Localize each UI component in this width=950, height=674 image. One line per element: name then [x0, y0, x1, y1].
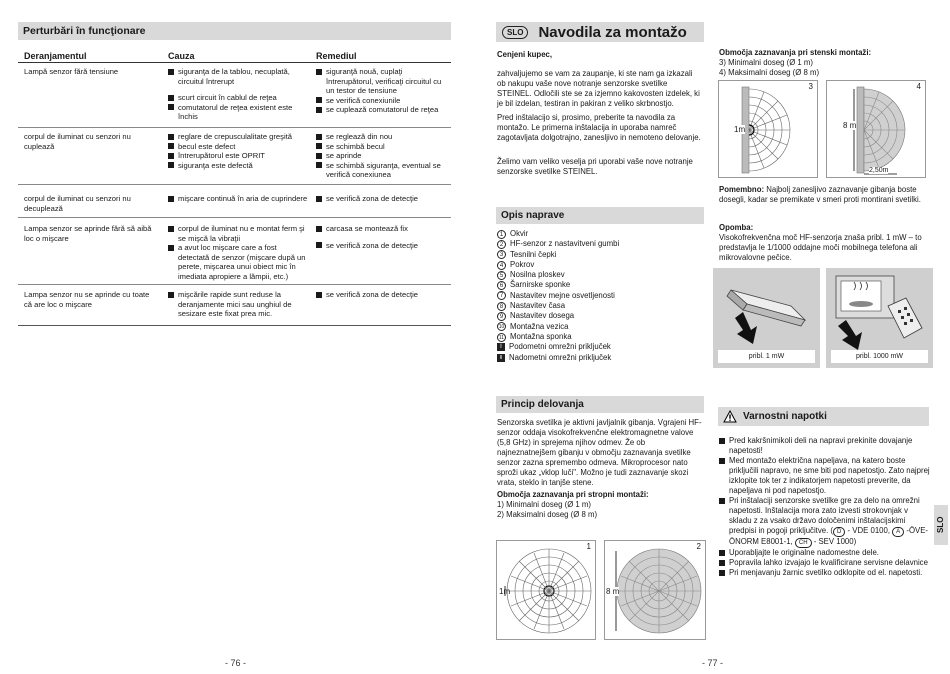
page-title-text: Navodila za montažo: [538, 23, 687, 41]
warning-icon: [723, 410, 737, 423]
wall-line-1: 3) Minimalni doseg (Ø 1 m): [719, 58, 814, 67]
list-item: 10 Montažna vezica: [498, 321, 569, 331]
col-header-cause: Cauza: [168, 51, 195, 61]
fault-cell-2: corpul de iluminat cu senzori nu cuplează: [24, 132, 131, 151]
list-item: I Podometni omrežni priključek: [497, 342, 707, 352]
figure-ceiling-max: [604, 540, 706, 640]
power-label-lamp: pribl. 1 mW: [718, 350, 815, 363]
list-item: a avut loc mişcare care a fost detectată de senzor (mişcare după un perete, mişcarea unui obiect mic în imediata apropiere a lămpii, etc.): [168, 243, 308, 281]
list-item: se reglează din nou: [316, 132, 451, 142]
figure-number: 4: [916, 82, 921, 91]
cause-cell-3: [168, 194, 308, 204]
dimension-label: 8 m: [843, 121, 857, 130]
list-item: 6 Šarnirske sponke: [497, 280, 707, 290]
section-title-parts: Opis naprave: [496, 207, 704, 224]
remedy-cell-1: [316, 67, 451, 115]
illustration-lamp: [713, 268, 820, 368]
row-rule: [18, 284, 451, 285]
radar-diagram-2: [605, 541, 707, 641]
list-item: comutatorul de reţea existent este închis: [168, 103, 308, 122]
list-item: 3 Tesnilni čepki: [497, 250, 707, 260]
norm-badge-ch: CH: [795, 538, 812, 548]
figure-wall-max: [826, 80, 926, 178]
principle-text: Senzorska svetilka je aktivni javljalnik gibanja. Vgrajeni HF-senzor oddaja visokofrekvenčne elektromagnetne valove (5,8 GHz) in sprejema njihov odmev. Že ob najneznatnejšem gibanju v območju zaznavanja svetilke senzor zazna spremembo odmeva. Mikroprocesor nato sproži ukaz „vklop luči". Možno je tudi zaznavanje skozi vrata, steklo in tanjše stene.: [497, 418, 702, 487]
page-number-right: - 77 -: [702, 658, 724, 668]
dimension-label: 1m: [734, 125, 746, 134]
list-item: scurt circuit în cablul de reţea: [168, 93, 308, 103]
dimension-label: 8 m: [606, 587, 620, 596]
list-item: II Nadometni omrežni priključek: [497, 353, 707, 363]
row-rule: [18, 127, 451, 128]
fault-cell-1: Lampă senzor fără tensiune: [24, 67, 119, 76]
figure-wall-min: [718, 80, 818, 178]
fault-cell-4: Lampa senzor se aprinde fără să aibă loc o mişcare: [24, 224, 152, 243]
cause-cell-5: [168, 290, 308, 319]
ceiling-line-1: 1) Minimalni doseg (Ø 1 m): [497, 500, 592, 509]
list-item: se cuplează comutatorul de reţea: [316, 105, 451, 115]
remedy-cell-3: [316, 194, 451, 204]
wall-line-2: 4) Maksimalni doseg (Ø 8 m): [719, 68, 820, 77]
figure-ceiling-min: [496, 540, 596, 640]
list-item: Pred kakršnimikoli deli na napravi prekinite dovajanje napetosti!: [719, 436, 931, 456]
list-item: Med montažo električna napeljava, na katero boste priključili napravo, ne sme biti pod napetostjo. Zato najprej izklopite tok ter z indikatorjem napetosti preverite, da napeljava ni pod napetostjo.: [719, 456, 931, 496]
radar-diagram-1: [497, 541, 597, 641]
list-item: mişcare continuă în aria de cuprindere: [168, 194, 308, 204]
parts-list: [497, 229, 707, 363]
language-badge: SLO: [502, 26, 528, 39]
list-item: întrerupătorul este OPRIT: [168, 151, 308, 161]
row-rule: [18, 217, 451, 218]
list-item: se verifică conexiunile: [316, 96, 451, 106]
fault-cell-3: corpul de iluminat cu senzori nu decuplează: [24, 194, 131, 213]
list-item: 4 Pokrov: [497, 260, 707, 270]
side-language-tab: SLO: [934, 505, 948, 545]
safety-list: [719, 436, 931, 578]
intro-paragraph-3: Želimo vam veliko veselja pri uporabi vaše nove notranje senzorske svetilke STEINEL.: [497, 157, 693, 176]
list-item: se schimbă siguranţa, eventual se verifică conexiunea: [316, 161, 451, 180]
wall-title: Območja zaznavanja pri stenski montaži:: [719, 48, 872, 57]
table-bottom-rule: [18, 325, 451, 326]
list-item: 1 Okvir: [497, 229, 707, 239]
ceiling-title: Območja zaznavanja pri stropni montaži:: [497, 490, 649, 499]
list-item: se verifică zona de detecţie: [316, 290, 451, 300]
page-title: [496, 22, 704, 42]
norm-badge-a: A: [892, 527, 904, 537]
section-title-faults: Perturbări în funcţionare: [18, 22, 451, 40]
remedy-cell-2: [316, 132, 451, 180]
norm-badge-d: D: [833, 527, 845, 537]
radar-diagram-4: [827, 81, 927, 179]
note-text: Visokofrekvenčna moč HF-senzorja znaša pribl. 1 mW – to predstavlja le 1/1000 oddajne moči mobilnega telefona ali mikrovalovne pečice.: [719, 233, 922, 262]
important-note: Pomembno: Najbolj zanesljivo zaznavanje gibanja boste dosegli, kadar se premikate v smeri proti montirani svetilki.: [719, 185, 921, 204]
cause-cell-1: [168, 67, 308, 122]
col-header-fault: Deranjamentul: [24, 51, 87, 61]
list-item: mişcările rapide sunt reduse la deranjamente mici sau unghiul de sesizare este fixat prea mic.: [168, 290, 308, 319]
figure-number: 1: [586, 542, 591, 551]
cause-cell-2: [168, 132, 308, 170]
intro-paragraph-1: zahvaljujemo se vam za zaupanje, ki ste nam ga izkazali ob nakupu vaše nove notranje senzorske svetilke STEINEL. Odločili ste se za izjemno kakovosten izdelek, ki je bil izdelan, testiran in pakiran z veliko skrbnostjo.: [497, 69, 700, 108]
illustration-microwave-phone: [826, 268, 933, 368]
table-header-rule: [18, 62, 451, 63]
list-item: corpul de iluminat nu e montat ferm şi se mişcă la vibraţii: [168, 224, 308, 243]
list-item: becul este defect: [168, 142, 308, 152]
list-item: se schimbă becul: [316, 142, 451, 152]
list-item: Pri inštalaciji senzorske svetilke gre za delo na omrežni napetosti. Inštalacija mora zato izvesti strokovnjak v skladu z za vsako državo določenimi inštalacijskimi predpisi in pogoji priključitve. ( D - VDE 0100, A -ÖVE-ÖNORM E8001-1, CH - SEV 1000): [719, 496, 931, 548]
list-item: 7 Nastavitev mejne osvetljenosti: [497, 291, 707, 301]
dimension-label: 1m: [499, 587, 511, 596]
list-item: siguranţa de la tablou, necuplată, circuitul întrerupt: [168, 67, 308, 86]
list-item: 8 Nastavitev časa: [497, 301, 707, 311]
list-item: siguranţa este defectă: [168, 161, 308, 171]
list-item: Pri menjavanju žarnic svetilko odklopite od el. napetosti.: [719, 568, 931, 578]
dimension-label: 2,50m: [869, 167, 889, 174]
note-title: Opomba:: [719, 223, 754, 232]
cause-cell-4: [168, 224, 308, 282]
remedy-cell-5: [316, 290, 451, 300]
list-item: se verifică zona de detecţie: [316, 241, 451, 251]
list-item: Uporabljajte le originalne nadomestne dele.: [719, 548, 931, 558]
row-rule: [18, 184, 451, 185]
greeting: Cenjeni kupec,: [497, 50, 553, 59]
section-title-safety: Varnostni napotki: [718, 407, 929, 426]
figure-number: 3: [808, 82, 813, 91]
list-item: 5 Nosilna ploskev: [497, 270, 707, 280]
important-label: Pomembno:: [719, 185, 765, 194]
ceiling-line-2: 2) Maksimalni doseg (Ø 8 m): [497, 510, 598, 519]
figure-number: 2: [696, 542, 701, 551]
list-item: reglare de crepusculalitate greşită: [168, 132, 308, 142]
power-label-microwave: pribl. 1000 mW: [831, 350, 928, 363]
list-item: 9 Nastavitev dosega: [497, 311, 707, 321]
list-item: Popravila lahko izvajajo le kvalificirane servisne delavnice: [719, 558, 931, 568]
section-title-principle: Princip delovanja: [496, 396, 704, 413]
list-item: siguranţă nouă, cuplaţi întrerupătorul, verificaţi circuitul cu un testor de tensiune: [316, 67, 451, 96]
col-header-remedy: Remediul: [316, 51, 357, 61]
remedy-cell-4: [316, 224, 451, 250]
list-item: 11 Montažna sponka: [498, 331, 572, 341]
fault-cell-5: Lampa senzor nu se aprinde cu toate că are loc o mişcare: [24, 290, 150, 309]
list-item: se verifică zona de detecţie: [316, 194, 451, 204]
list-item: 2 HF-senzor z nastavitveni gumbi: [497, 239, 707, 249]
page-number-left: - 76 -: [225, 658, 247, 668]
list-item: se aprinde: [316, 151, 451, 161]
intro-paragraph-2: Pred inštalacijo si, prosimo, preberite ta navodila za montažo. Le primerna inštalacija in uporaba namreč zagotavljata dolgotrajno, zanesljivo in nemoteno delovanje.: [497, 113, 701, 142]
list-item: carcasa se montează fix: [316, 224, 451, 234]
